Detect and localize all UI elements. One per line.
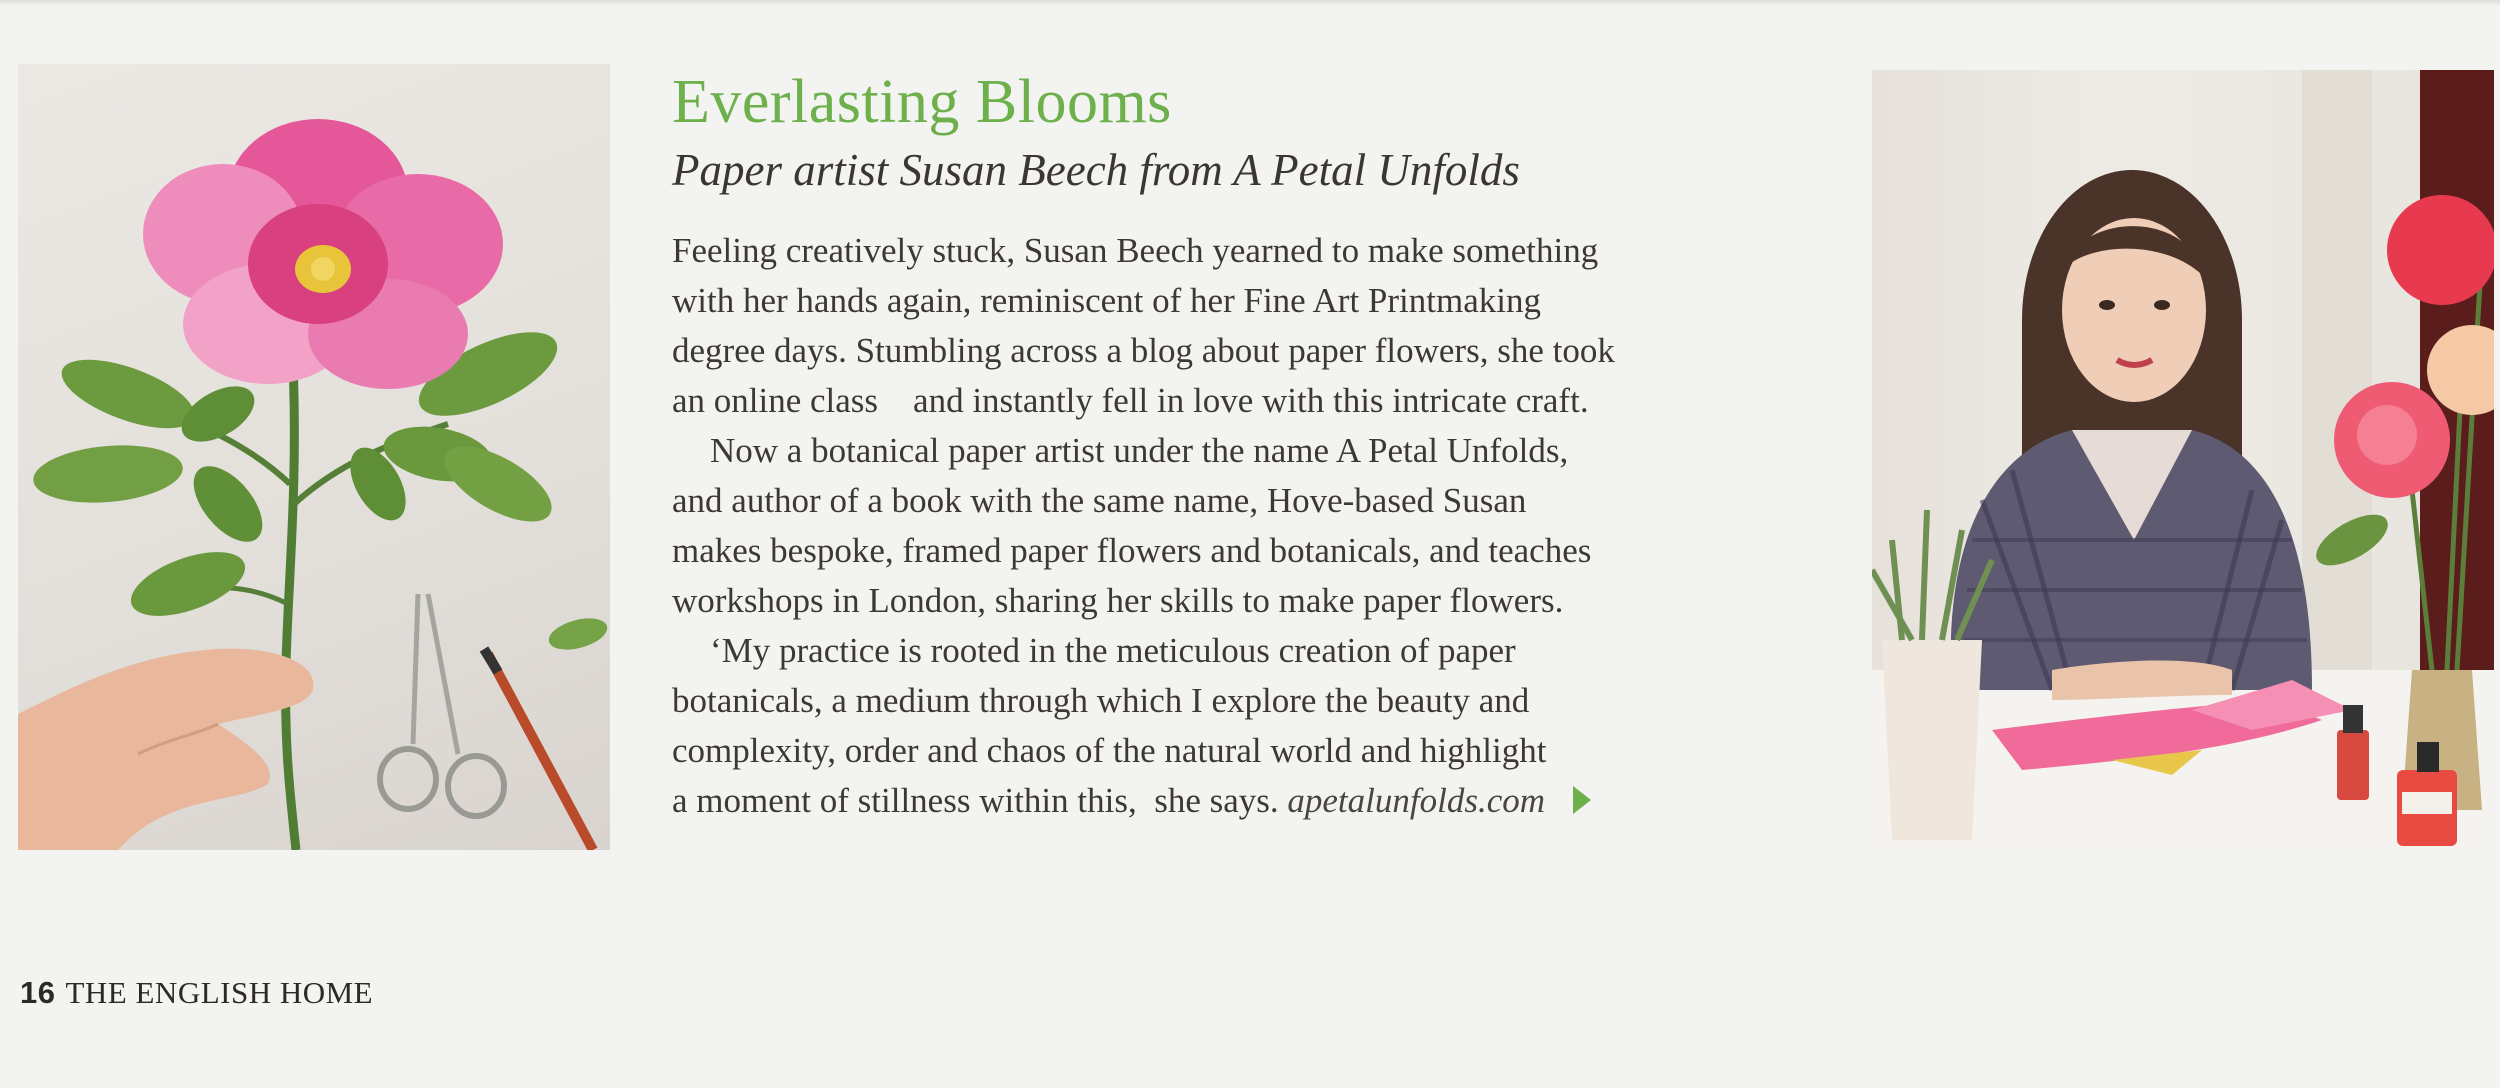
- website-link[interactable]: apetalunfolds.com: [1287, 781, 1546, 820]
- article-body: [672, 226, 1832, 826]
- body-line: degree days. Stumbling across a blog about paper flowers, she took: [672, 331, 1615, 370]
- body-line: Now a botanical paper artist under the name A Petal Unfolds,: [710, 431, 1569, 470]
- body-line: an online class and instantly fell in love with this intricate craft.: [672, 381, 1589, 420]
- body-line: with her hands again, reminiscent of her Fine Art Printmaking: [672, 281, 1541, 320]
- body-line: workshops in London, sharing her skills to make paper flowers.: [672, 581, 1564, 620]
- body-line: and author of a book with the same name, Hove-based Susan: [672, 481, 1527, 520]
- body-line: Feeling creatively stuck, Susan Beech yearned to make something: [672, 231, 1599, 270]
- article-title: Everlasting Blooms: [672, 68, 1172, 136]
- article-subtitle: Paper artist Susan Beech from A Petal Unfolds: [672, 145, 1520, 195]
- closing-sentence: a moment of stillness within this, she says.: [672, 781, 1279, 820]
- publication-name: THE ENGLISH HOME: [65, 975, 374, 1010]
- page-number: 16: [20, 975, 56, 1010]
- body-line: botanicals, a medium through which I explore the beauty and: [672, 681, 1530, 720]
- artist-portrait-illustration: [1872, 70, 2494, 852]
- article: [672, 64, 1832, 864]
- green-arrow-icon: [1573, 786, 1591, 814]
- paper-flower-photo: [18, 64, 610, 850]
- artist-portrait-photo: [1872, 70, 2494, 852]
- page-edge: [0, 0, 2500, 6]
- body-line: makes bespoke, framed paper flowers and botanicals, and teaches: [672, 531, 1592, 570]
- body-line: complexity, order and chaos of the natural world and highlight: [672, 731, 1547, 770]
- page-folio: [20, 975, 373, 1011]
- body-last-line: [672, 776, 1832, 826]
- paper-flower-illustration: [18, 64, 610, 850]
- body-line: ‘My practice is rooted in the meticulous creation of paper: [710, 631, 1516, 670]
